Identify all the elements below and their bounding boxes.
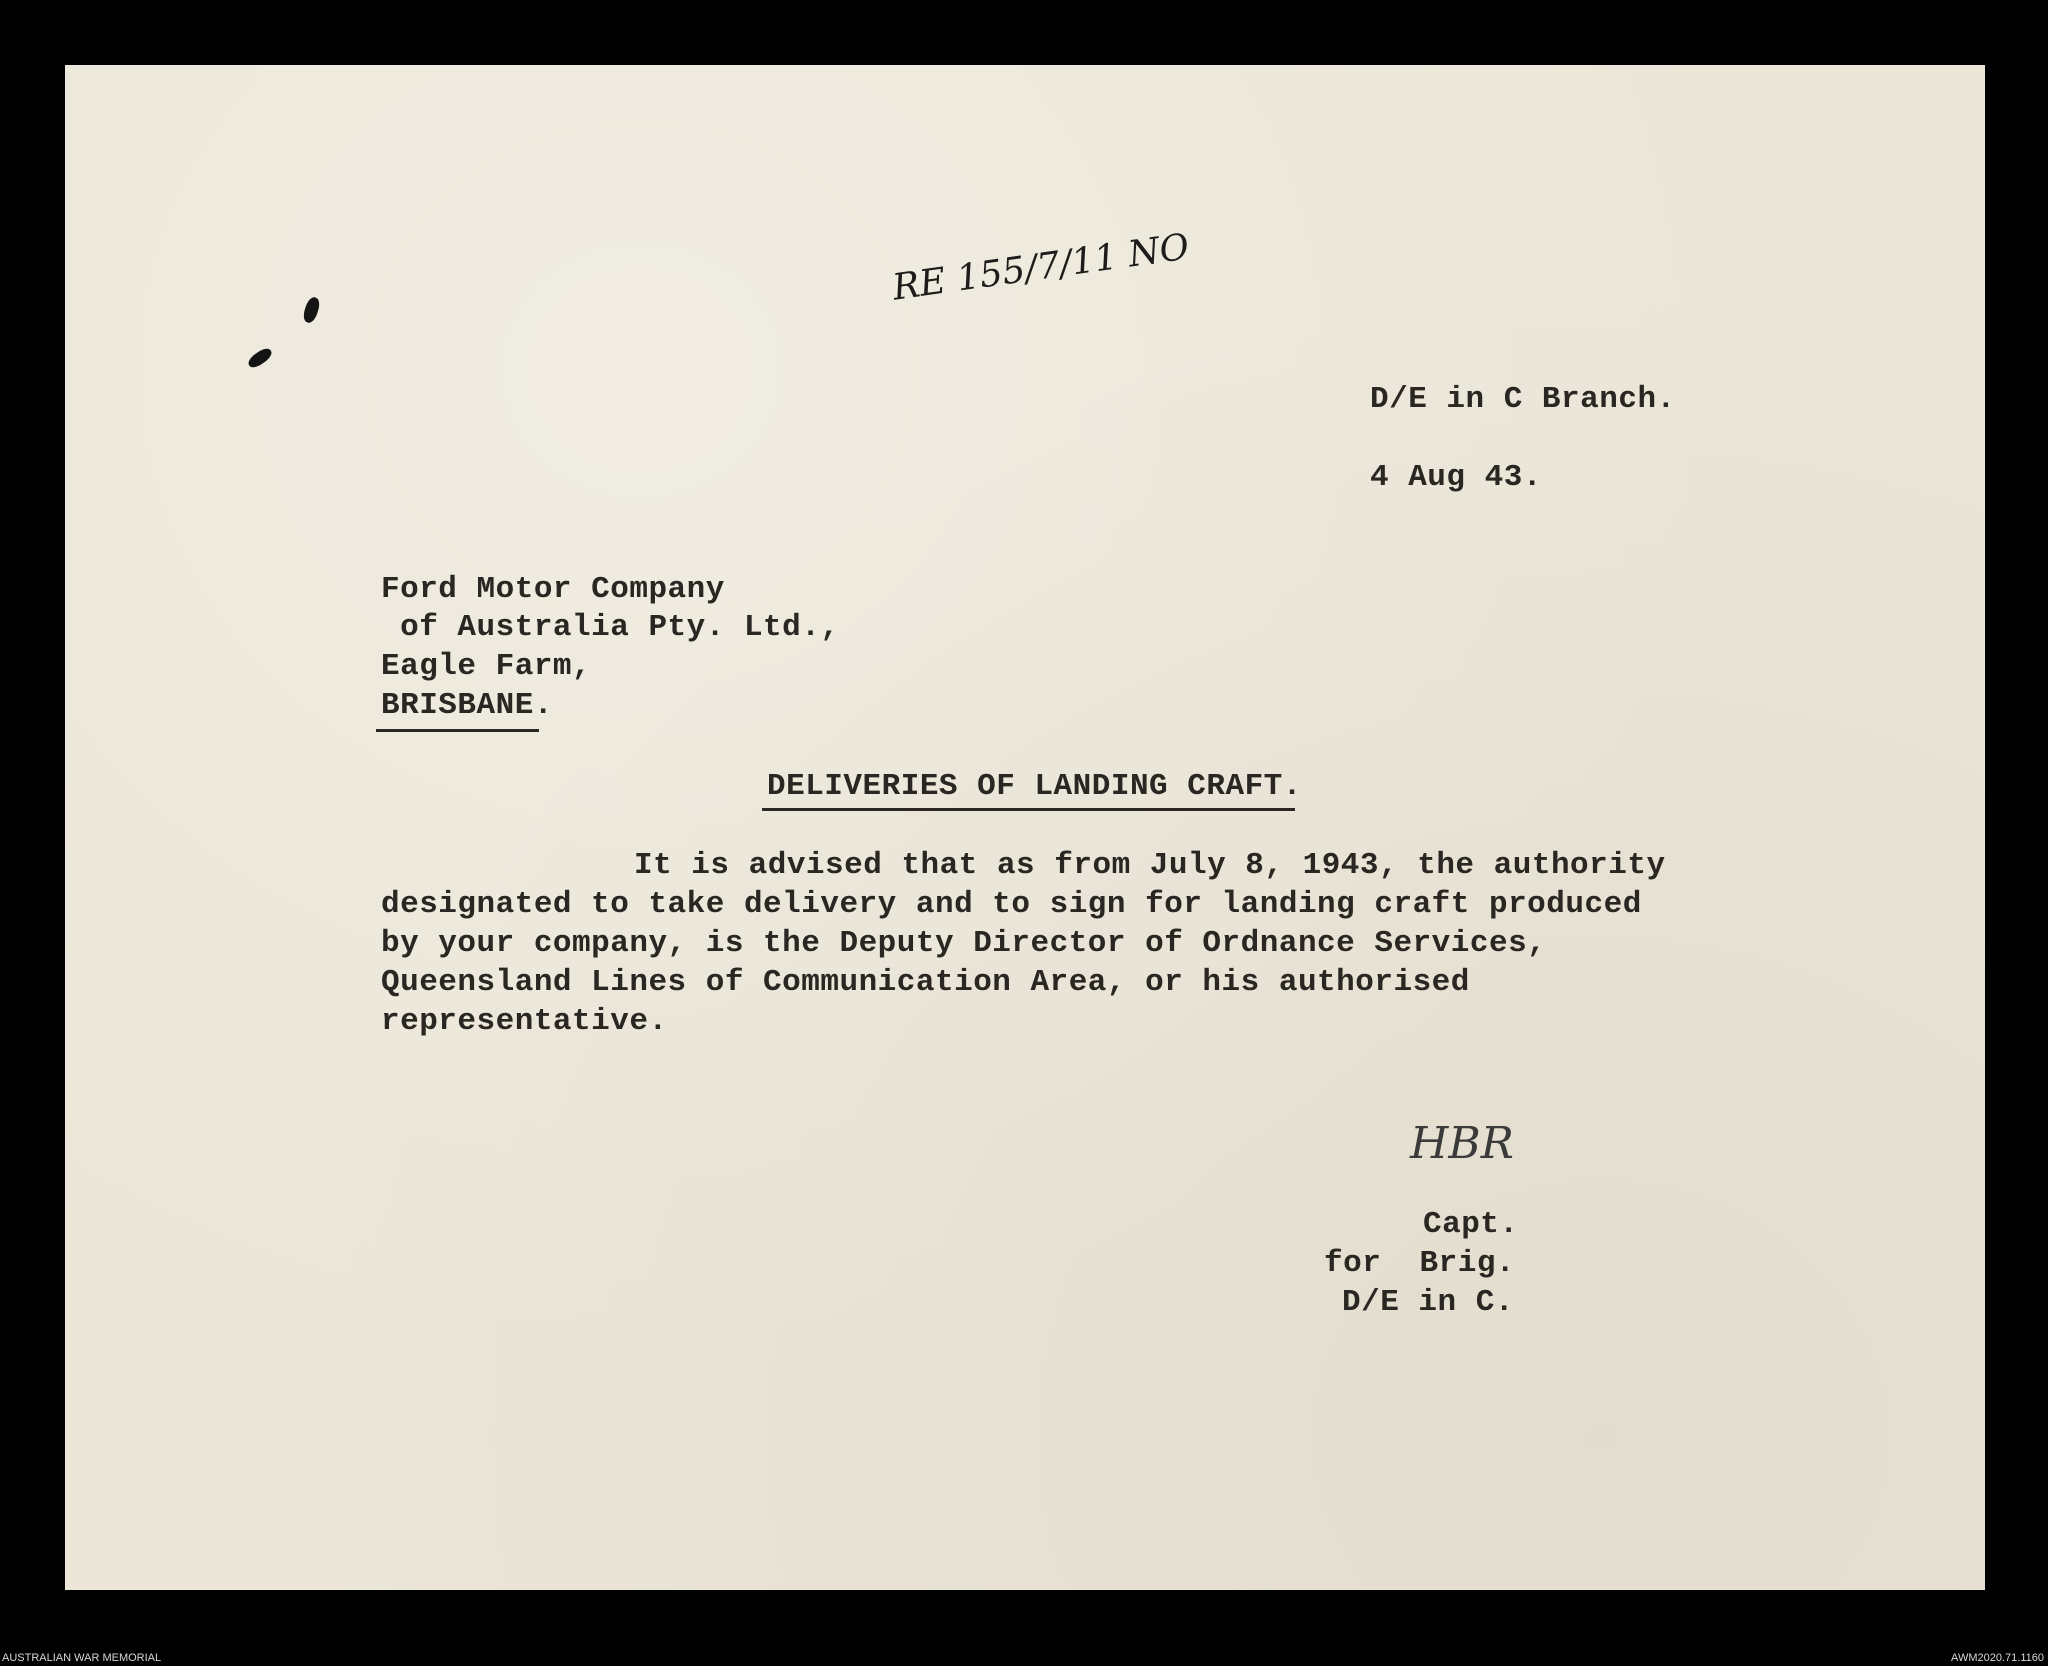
addressee-city: BRISBANE. [381, 688, 553, 723]
branch-line: D/E in C Branch. [1370, 382, 1676, 417]
handwritten-reference: RE 155/7/11 NO [890, 226, 1192, 309]
body-line-1: It is advised that as from July 8, 1943, the authority [634, 848, 1666, 883]
handwritten-signature: HBR [1410, 1118, 1514, 1169]
signatory-rank: Capt. [1423, 1207, 1519, 1242]
addressee-line-2: of Australia Pty. Ltd., [381, 610, 840, 645]
signatory-for-line: for Brig. [1324, 1246, 1516, 1281]
document-page [65, 65, 1985, 1590]
signatory-unit: D/E in C. [1342, 1285, 1514, 1320]
city-underline [376, 729, 539, 732]
body-line-2: designated to take delivery and to sign for landing craft produced [381, 887, 1642, 922]
subject-underline [762, 808, 1295, 811]
letter-date: 4 Aug 43. [1370, 460, 1542, 495]
subject-heading: DELIVERIES OF LANDING CRAFT. [767, 769, 1302, 804]
addressee-line-3: Eagle Farm, [381, 649, 592, 684]
body-line-3: by your company, is the Deputy Director of Ordnance Services, [381, 926, 1547, 961]
body-line-4: Queensland Lines of Communication Area, or his authorised [381, 965, 1470, 1000]
addressee-line-1: Ford Motor Company [381, 572, 725, 607]
archive-accession-number: AWM2020.71.1160 [1951, 1652, 2044, 1664]
body-line-5: representative. [381, 1004, 668, 1039]
archive-credit: AUSTRALIAN WAR MEMORIAL [2, 1652, 162, 1664]
